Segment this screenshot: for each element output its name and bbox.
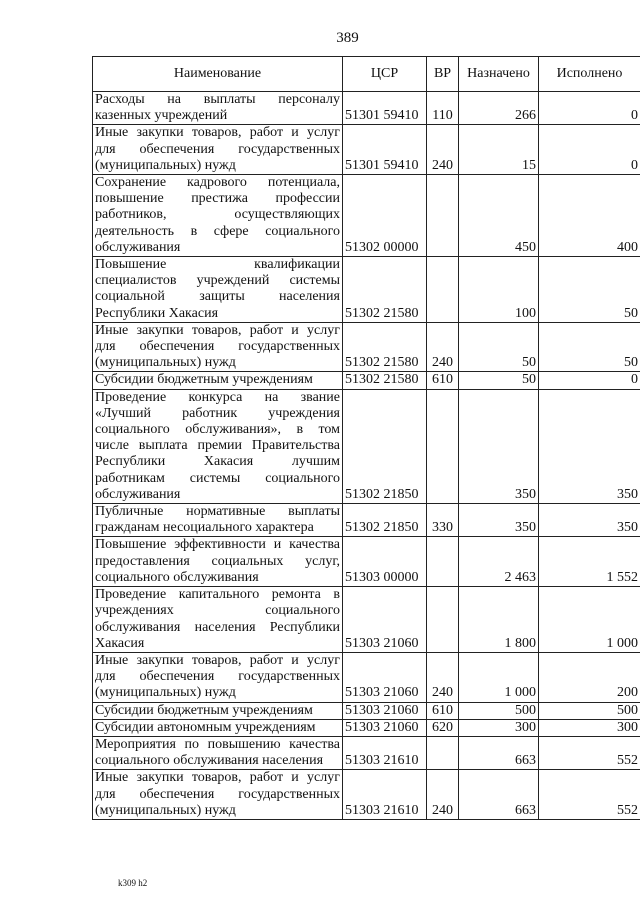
row-csr: 51303 00000 — [343, 537, 427, 587]
row-assigned: 1 800 — [459, 587, 539, 653]
table-row — [93, 587, 640, 653]
row-csr: 51303 21610 — [343, 736, 427, 769]
row-executed: 1 552 — [539, 537, 640, 587]
row-assigned: 350 — [459, 389, 539, 503]
table-row — [93, 257, 640, 323]
row-vr: 610 — [427, 702, 459, 719]
table-row — [93, 736, 640, 769]
row-csr: 51303 21060 — [343, 719, 427, 736]
row-assigned: 1 000 — [459, 652, 539, 702]
row-name: Иные закупки товаров, работ и услуг для обеспечения государственных (муниципальных) нужд — [93, 770, 343, 820]
row-name: Субсидии бюджетным учреждениям — [93, 372, 343, 389]
row-csr: 51302 21850 — [343, 504, 427, 537]
header-csr: ЦСР — [343, 57, 427, 92]
header-name: Наименование — [93, 57, 343, 92]
row-assigned: 266 — [459, 92, 539, 125]
row-name: Проведение конкурса на звание «Лучший работник учреждения социального обслуживания», в том числе выплата премии Правительства Республики Хакасия лучшим работникам системы социального обслуживания — [93, 389, 343, 503]
row-executed: 552 — [539, 736, 640, 769]
header-vr: ВР — [427, 57, 459, 92]
row-executed: 1 000 — [539, 587, 640, 653]
table-row — [93, 702, 640, 719]
footer-code: k309 h2 — [118, 878, 148, 888]
row-executed: 552 — [539, 770, 640, 820]
row-name: Сохранение кадрового потенциала, повышение престижа профессии работников, осуществляющих деятельность в сфере социального обслуживания — [93, 175, 343, 257]
table-row — [93, 537, 640, 587]
row-executed: 200 — [539, 652, 640, 702]
row-executed: 350 — [539, 389, 640, 503]
row-assigned: 663 — [459, 736, 539, 769]
budget-table — [92, 56, 640, 820]
row-name: Субсидии бюджетным учреждениям — [93, 702, 343, 719]
row-assigned: 50 — [459, 372, 539, 389]
table-row — [93, 770, 640, 820]
table-row — [93, 125, 640, 175]
row-vr — [427, 587, 459, 653]
row-executed: 0 — [539, 92, 640, 125]
row-executed: 400 — [539, 175, 640, 257]
row-csr: 51303 21060 — [343, 702, 427, 719]
row-name: Публичные нормативные выплаты гражданам несоциального характера — [93, 504, 343, 537]
table-row — [93, 504, 640, 537]
row-csr: 51302 21850 — [343, 389, 427, 503]
row-executed: 350 — [539, 504, 640, 537]
row-assigned: 663 — [459, 770, 539, 820]
row-vr: 240 — [427, 125, 459, 175]
row-csr: 51303 21610 — [343, 770, 427, 820]
row-name: Мероприятия по повышению качества социального обслуживания населения — [93, 736, 343, 769]
table-header-row — [93, 57, 640, 92]
table-row — [93, 719, 640, 736]
header-assigned: Назначено — [459, 57, 539, 92]
row-csr: 51301 59410 — [343, 92, 427, 125]
row-assigned: 300 — [459, 719, 539, 736]
row-name: Проведение капитального ремонта в учреждениях социального обслуживания населения Республики Хакасия — [93, 587, 343, 653]
row-name: Повышение эффективности и качества предоставления социальных услуг, социального обслуживания — [93, 537, 343, 587]
row-assigned: 50 — [459, 322, 539, 372]
row-assigned: 2 463 — [459, 537, 539, 587]
row-assigned: 350 — [459, 504, 539, 537]
row-executed: 0 — [539, 372, 640, 389]
row-vr: 330 — [427, 504, 459, 537]
row-vr — [427, 736, 459, 769]
row-vr: 620 — [427, 719, 459, 736]
row-executed: 0 — [539, 125, 640, 175]
row-vr — [427, 175, 459, 257]
row-name: Субсидии автономным учреждениям — [93, 719, 343, 736]
row-vr: 240 — [427, 770, 459, 820]
row-vr — [427, 257, 459, 323]
row-name: Иные закупки товаров, работ и услуг для обеспечения государственных (муниципальных) нужд — [93, 652, 343, 702]
row-executed: 50 — [539, 257, 640, 323]
table-row — [93, 175, 640, 257]
row-executed: 500 — [539, 702, 640, 719]
row-csr: 51302 00000 — [343, 175, 427, 257]
row-name: Иные закупки товаров, работ и услуг для обеспечения государственных (муниципальных) нужд — [93, 322, 343, 372]
row-csr: 51302 21580 — [343, 322, 427, 372]
table-row — [93, 92, 640, 125]
row-csr: 51301 59410 — [343, 125, 427, 175]
row-vr: 240 — [427, 652, 459, 702]
row-vr: 610 — [427, 372, 459, 389]
row-name: Расходы на выплаты персоналу казенных учреждений — [93, 92, 343, 125]
table-row — [93, 322, 640, 372]
row-assigned: 15 — [459, 125, 539, 175]
row-assigned: 100 — [459, 257, 539, 323]
row-csr: 51302 21580 — [343, 257, 427, 323]
row-vr: 110 — [427, 92, 459, 125]
row-name: Повышение квалификации специалистов учреждений системы социальной защиты населения Республики Хакасия — [93, 257, 343, 323]
row-executed: 300 — [539, 719, 640, 736]
row-assigned: 500 — [459, 702, 539, 719]
table-row — [93, 389, 640, 503]
row-vr: 240 — [427, 322, 459, 372]
table-row — [93, 652, 640, 702]
row-executed: 50 — [539, 322, 640, 372]
header-executed: Исполнено — [539, 57, 640, 92]
table-row — [93, 372, 640, 389]
page-number: 389 — [336, 30, 359, 46]
row-vr — [427, 389, 459, 503]
row-vr — [427, 537, 459, 587]
row-name: Иные закупки товаров, работ и услуг для обеспечения государственных (муниципальных) нужд — [93, 125, 343, 175]
row-csr: 51303 21060 — [343, 652, 427, 702]
row-csr: 51303 21060 — [343, 587, 427, 653]
row-csr: 51302 21580 — [343, 372, 427, 389]
row-assigned: 450 — [459, 175, 539, 257]
